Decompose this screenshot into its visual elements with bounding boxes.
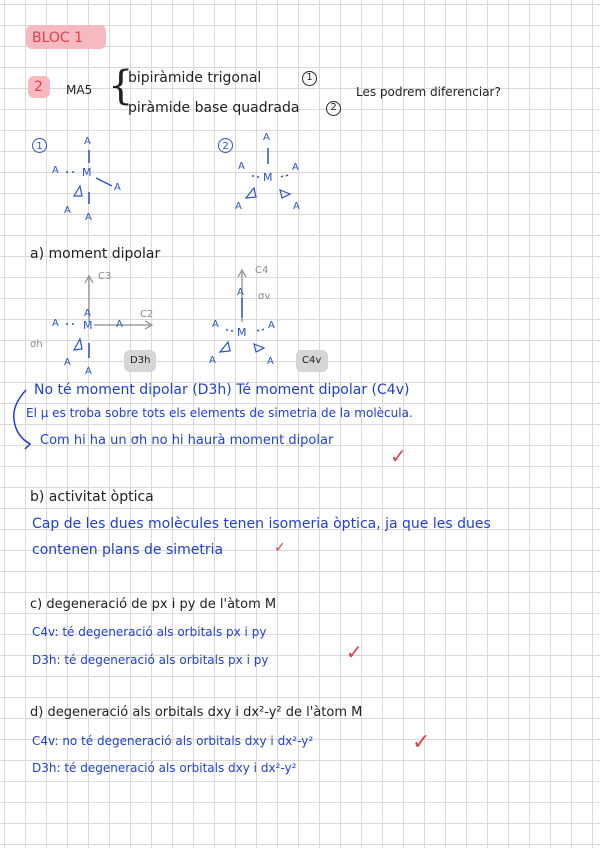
bloc-label: BLOC 1: [32, 30, 84, 46]
part-c-answer-line2: D3h: té degeneració als orbitals px i py: [32, 653, 269, 667]
struct1-atom-a-front: A: [64, 205, 71, 216]
sigma-v-label: σv: [258, 291, 271, 302]
c4v-atom-a-front-right: A: [267, 356, 274, 367]
option-2-number: 2: [326, 101, 341, 116]
struct1-atom-a-left: A: [52, 165, 59, 176]
molecule-formula: MA5: [66, 83, 93, 97]
part-a-heading: a) moment dipolar: [30, 246, 161, 262]
d3h-atom-a-bottom: A: [85, 366, 92, 377]
struct2-atom-a-left: A: [238, 161, 245, 172]
group-c4v-label: C4v: [302, 355, 322, 366]
c4v-atom-m: M: [237, 326, 247, 339]
part-b-answer-line1: Cap de les dues molècules tenen isomeria òptica, ja que les dues: [32, 516, 491, 532]
part-d-answer-line1: C4v: no té degeneració als orbitals dxy i dx²-y²: [32, 734, 314, 748]
part-b-answer-line2: contenen plans de simetria: [32, 542, 224, 558]
c4v-atom-a-left: A: [212, 319, 219, 330]
c4v-atom-a-right: A: [268, 320, 275, 331]
struct2-atom-a-right: A: [292, 162, 299, 173]
d3h-atom-a-left: A: [52, 318, 59, 329]
axis-c3-label: C3: [98, 271, 112, 282]
struct1-atom-a-top: A: [84, 136, 91, 147]
struct2-number: 2: [218, 138, 233, 153]
part-c-answer-line1: C4v: té degeneració als orbitals px i py: [32, 625, 267, 639]
c4v-atom-a-front-left: A: [209, 355, 216, 366]
part-b-heading: b) activitat òptica: [30, 489, 154, 505]
brace: {: [108, 63, 134, 109]
struct2-atom-a-top: A: [263, 132, 270, 143]
part-d-answer-line2: D3h: té degeneració als orbitals dxy i dx²-y²: [32, 761, 297, 775]
part-d-check: ✓: [412, 730, 431, 755]
part-c-check: ✓: [346, 640, 363, 664]
part-a-answer-line2: El μ es troba sobre tots els elements de simetria de la molècula.: [26, 406, 413, 420]
part-b-check: ✓: [274, 540, 286, 556]
struct1-atom-m: M: [82, 166, 92, 179]
struct2-atom-m: M: [263, 171, 273, 184]
option-1-number: 1: [302, 71, 317, 86]
problem-number: 2: [34, 79, 43, 95]
group-d3h-label: D3h: [130, 355, 151, 366]
part-a-check: ✓: [390, 444, 407, 468]
part-c-heading: c) degeneració de px i py de l'àtom M: [30, 597, 277, 612]
part-a-answer-line3: Com hi ha un σh no hi haurà moment dipolar: [40, 433, 334, 448]
option-1-text: bipiràmide trigonal: [128, 70, 262, 86]
axis-c2-label: C2: [140, 309, 154, 320]
d3h-atom-a-front: A: [64, 357, 71, 368]
struct2-atom-a-front-left: A: [235, 201, 242, 212]
part-d-heading: d) degeneració als orbitals dxy i dx²-y² de l'àtom M: [30, 705, 363, 720]
axis-c4-label: C4: [255, 265, 269, 276]
struct1-number: 1: [32, 138, 47, 153]
c4v-atom-a-top: A: [237, 287, 244, 298]
struct1-atom-a-right: A: [114, 182, 121, 193]
sigma-h-label: σh: [30, 339, 43, 350]
struct1-atom-a-bottom: A: [85, 212, 92, 223]
question-text: Les podrem diferenciar?: [356, 85, 501, 99]
d3h-atom-a-top: A: [84, 308, 91, 319]
option-2-text: piràmide base quadrada: [128, 100, 300, 116]
d3h-atom-a-right: A: [116, 319, 123, 330]
part-a-answer-line1: No té moment dipolar (D3h) Té moment dipolar (C4v): [34, 382, 410, 398]
d3h-atom-m: M: [83, 319, 93, 332]
struct2-atom-a-front-right: A: [293, 201, 300, 212]
